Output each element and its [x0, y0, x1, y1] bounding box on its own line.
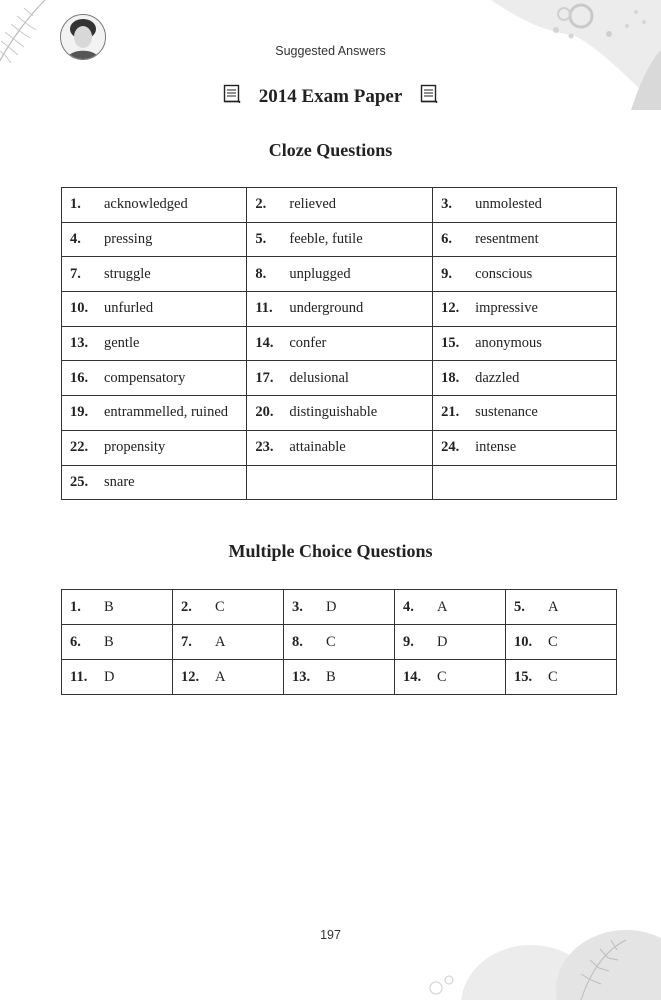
decor-bottom-right	[411, 910, 661, 1000]
mcq-cell	[62, 590, 173, 625]
cloze-answer: unplugged	[289, 265, 351, 282]
mcq-question-number: 3.	[292, 598, 303, 615]
mcq-answer: D	[437, 633, 448, 650]
cloze-question-number: 21.	[441, 404, 460, 421]
mcq-question-number: 9.	[403, 633, 414, 650]
mcq-answer: B	[326, 668, 336, 685]
cloze-cell	[433, 222, 617, 257]
cloze-cell	[62, 396, 247, 431]
cloze-cell	[247, 361, 433, 396]
mcq-question-number: 7.	[181, 633, 192, 650]
cloze-cell	[247, 222, 433, 257]
cloze-cell	[247, 430, 433, 465]
cloze-cell	[247, 326, 433, 361]
mcq-question-number: 5.	[514, 598, 525, 615]
mcq-answer: C	[548, 633, 558, 650]
page-number: 197	[320, 928, 341, 942]
mcq-answer-table	[61, 589, 617, 695]
cloze-question-number: 24.	[441, 439, 460, 456]
paper-title: 2014 Exam Paper	[258, 85, 403, 107]
mcq-cell	[395, 660, 506, 695]
mcq-answer: D	[326, 598, 337, 615]
mcq-row	[62, 625, 617, 660]
cloze-row	[62, 361, 617, 396]
mcq-answer: B	[104, 598, 114, 615]
cloze-answer: propensity	[104, 439, 166, 456]
mcq-answer: A	[215, 633, 226, 650]
cloze-answer-table	[61, 187, 617, 500]
cloze-question-number: 6.	[441, 231, 452, 248]
mcq-cell	[395, 625, 506, 660]
mcq-answer: D	[104, 668, 115, 685]
cloze-cell	[433, 292, 617, 327]
mcq-cell	[395, 590, 506, 625]
cloze-question-number: 25.	[70, 473, 89, 490]
cloze-answer: struggle	[104, 265, 151, 282]
cloze-answer: relieved	[289, 196, 337, 213]
mcq-question-number: 14.	[403, 668, 422, 685]
cloze-answer: intense	[475, 439, 517, 456]
mcq-answer: A	[437, 598, 448, 615]
cloze-answer: entrammelled, ruined	[104, 404, 229, 421]
mcq-cell	[62, 625, 173, 660]
cloze-answer: anonymous	[475, 335, 542, 352]
cloze-answer: confer	[289, 335, 327, 352]
cloze-question-number: 10.	[70, 300, 89, 317]
cloze-question-number: 19.	[70, 404, 89, 421]
cloze-answer: underground	[289, 300, 364, 317]
cloze-question-number: 5.	[255, 231, 267, 248]
cloze-cell	[433, 396, 617, 431]
cloze-question-number: 1.	[70, 196, 81, 213]
mcq-question-number: 15.	[514, 668, 533, 685]
cloze-answer: conscious	[475, 265, 533, 282]
cloze-question-number: 12.	[441, 300, 460, 317]
cloze-row	[62, 326, 617, 361]
mcq-row	[62, 660, 617, 695]
cloze-cell	[62, 326, 247, 361]
cloze-cell	[433, 257, 617, 292]
cloze-answer: gentle	[104, 335, 140, 352]
cloze-answer: attainable	[289, 439, 346, 456]
mcq-row	[62, 590, 617, 625]
cloze-cell	[62, 188, 247, 223]
cloze-row	[62, 430, 617, 465]
cloze-question-number: 13.	[70, 335, 89, 352]
cloze-question-number: 22.	[70, 439, 89, 456]
mcq-answer: C	[326, 633, 336, 650]
cloze-answer: impressive	[475, 300, 538, 317]
cloze-cell	[247, 465, 433, 500]
mcq-answer: A	[548, 598, 559, 615]
cloze-question-number: 15.	[441, 335, 460, 352]
cloze-question-number: 3.	[441, 196, 452, 213]
book-icon	[420, 84, 438, 109]
paper-title-row	[0, 84, 661, 109]
mcq-cell	[284, 590, 395, 625]
cloze-cell	[247, 257, 433, 292]
cloze-cell	[247, 396, 433, 431]
cloze-question-number: 16.	[70, 369, 89, 386]
mcq-question-number: 8.	[292, 633, 303, 650]
cloze-row	[62, 396, 617, 431]
mcq-answer: A	[215, 668, 226, 685]
cloze-question-number: 23.	[255, 439, 274, 456]
cloze-cell	[62, 222, 247, 257]
cloze-row	[62, 222, 617, 257]
cloze-answer: compensatory	[104, 369, 186, 386]
mcq-cell	[506, 590, 617, 625]
cloze-question-number: 9.	[441, 265, 452, 282]
cloze-answer: snare	[104, 473, 135, 490]
book-icon	[223, 84, 241, 109]
cloze-cell	[247, 292, 433, 327]
mcq-question-number: 4.	[403, 598, 414, 615]
cloze-row	[62, 188, 617, 223]
cloze-cell	[433, 430, 617, 465]
mcq-cell	[173, 660, 284, 695]
cloze-section-title: Cloze Questions	[268, 140, 393, 160]
mcq-answer: B	[104, 633, 114, 650]
mcq-cell	[506, 625, 617, 660]
cloze-answer: feeble, futile	[289, 231, 363, 248]
cloze-answer: distinguishable	[289, 404, 378, 421]
cloze-question-number: 2.	[255, 196, 267, 213]
cloze-cell	[62, 361, 247, 396]
mcq-question-number: 10.	[514, 633, 533, 650]
cloze-answer: resentment	[475, 231, 539, 248]
cloze-cell	[433, 465, 617, 500]
cloze-cell	[62, 465, 247, 500]
mcq-question-number: 11.	[70, 668, 88, 685]
cloze-cell	[433, 326, 617, 361]
mcq-cell	[173, 625, 284, 660]
mcq-question-number: 13.	[292, 668, 311, 685]
cloze-question-number: 11.	[255, 300, 273, 317]
cloze-row	[62, 257, 617, 292]
cloze-cell	[62, 292, 247, 327]
mcq-cell	[284, 625, 395, 660]
cloze-answer: sustenance	[475, 404, 538, 421]
cloze-cell	[62, 430, 247, 465]
cloze-cell	[433, 361, 617, 396]
cloze-cell	[433, 188, 617, 223]
mcq-cell	[173, 590, 284, 625]
mcq-question-number: 1.	[70, 598, 81, 615]
cloze-question-number: 20.	[255, 404, 274, 421]
mcq-cell	[62, 660, 173, 695]
mcq-question-number: 2.	[181, 598, 192, 615]
cloze-answer: dazzled	[475, 369, 520, 386]
cloze-cell	[62, 257, 247, 292]
cloze-question-number: 14.	[255, 335, 274, 352]
cloze-question-number: 8.	[255, 265, 267, 282]
cloze-row	[62, 292, 617, 327]
cloze-question-number: 18.	[441, 369, 460, 386]
cloze-question-number: 4.	[70, 231, 81, 248]
mcq-question-number: 12.	[181, 668, 200, 685]
cloze-answer: delusional	[289, 369, 349, 386]
leaf-decoration-top-left	[0, 0, 50, 80]
cloze-row	[62, 465, 617, 500]
mcq-answer: C	[548, 668, 558, 685]
cloze-cell	[247, 188, 433, 223]
cloze-answer: unmolested	[475, 196, 542, 213]
mcq-answer: C	[215, 598, 225, 615]
cloze-answer: acknowledged	[104, 196, 188, 213]
cloze-question-number: 7.	[70, 265, 81, 282]
mcq-cell	[506, 660, 617, 695]
cloze-answer: pressing	[104, 231, 153, 248]
cloze-question-number: 17.	[255, 369, 274, 386]
mcq-section-title: Multiple Choice Questions	[228, 541, 433, 561]
header-text: Suggested Answers	[275, 44, 386, 58]
mcq-cell	[284, 660, 395, 695]
mcq-question-number: 6.	[70, 633, 81, 650]
cloze-answer: unfurled	[104, 300, 154, 317]
mcq-answer: C	[437, 668, 447, 685]
